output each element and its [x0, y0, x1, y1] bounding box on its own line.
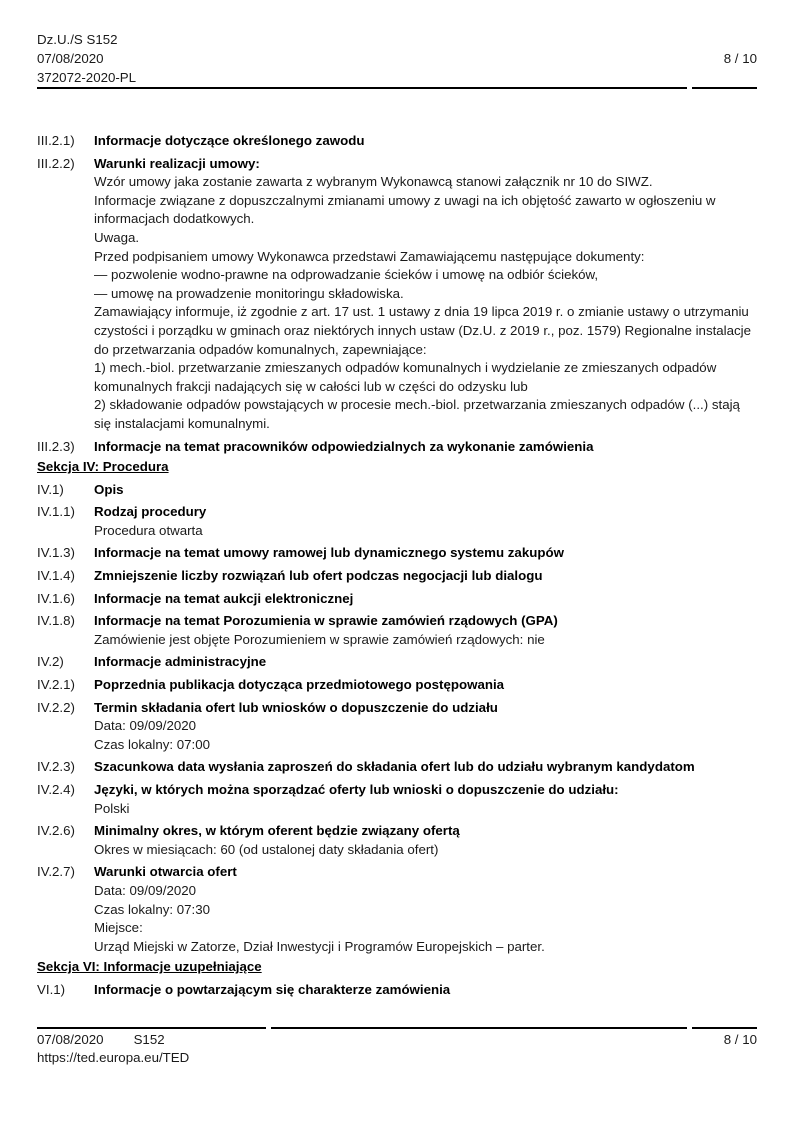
item-heading: Informacje na temat Porozumienia w sprawie zamówień rządowych (GPA) — [94, 613, 558, 629]
notice-item — [37, 699, 757, 755]
item-text-line: Czas lokalny: 07:30 — [94, 901, 211, 917]
header-row-3 — [37, 68, 757, 87]
header-page-indicator: 8 / 10 — [723, 51, 757, 66]
item-content — [94, 758, 757, 777]
document-body — [37, 128, 757, 1000]
notice-item — [37, 863, 757, 956]
item-text-line: Procedura otwarta — [94, 522, 203, 538]
item-heading: Termin składania ofert lub wniosków o dopuszczenie do udziału — [94, 699, 498, 715]
item-number: IV.1.1) — [37, 504, 75, 520]
item-number: IV.2.1) — [37, 677, 75, 693]
item-number: IV.1.3) — [37, 545, 75, 561]
notice-item — [37, 612, 757, 649]
item-text-line: Uwaga. — [94, 229, 140, 245]
notice-item — [37, 155, 757, 434]
item-number: IV.1.8) — [37, 613, 75, 629]
notice-item — [37, 503, 757, 540]
item-content — [94, 612, 757, 649]
item-text-line: Wzór umowy jaka zostanie zawarta z wybranym Wykonawcą stanowi załącznik nr 10 do SIWZ. — [94, 174, 653, 190]
header-row-2 — [37, 49, 757, 68]
item-text-line: Polski — [94, 800, 130, 816]
item-heading: Rodzaj procedury — [94, 504, 207, 520]
notice-item — [37, 438, 757, 457]
item-heading: Informacje dotyczące określonego zawodu — [94, 133, 365, 148]
item-content — [94, 567, 757, 586]
item-heading: Informacje administracyjne — [94, 654, 267, 670]
item-text-line: — umowę na prowadzenie monitoringu składowiska. — [94, 285, 404, 301]
item-text-line: 1) mech.-biol. przetwarzanie zmieszanych odpadów komunalnych i wydzielanie ze zmieszanych odpadów komunalnych frakcji nadających się w całości lub w części do odzysku lub — [94, 360, 717, 394]
item-number: IV.1.6) — [37, 590, 75, 606]
footer-divider-line — [37, 1027, 757, 1029]
notice-item — [37, 544, 757, 563]
item-heading: Informacje na temat aukcji elektronicznej — [94, 590, 354, 606]
item-text-line: 2) składowanie odpadów powstających w procesie mech.-biol. przetwarzania zmieszanych odpadów (...) stają się instalacjami komunalnymi. — [94, 397, 740, 431]
item-content — [94, 781, 757, 818]
header-date: 07/08/2020 — [37, 51, 104, 66]
item-heading: Warunki otwarcia ofert — [94, 864, 237, 880]
item-text-line: Przed podpisaniem umowy Wykonawca przedstawi Zamawiającemu następujące dokumenty: — [94, 248, 645, 264]
item-number: IV.2) — [37, 654, 64, 670]
item-content — [94, 132, 757, 151]
item-content — [94, 544, 757, 563]
header-doc-number: Dz.U./S S152 — [37, 32, 118, 47]
item-text-line: Data: 09/09/2020 — [94, 882, 197, 898]
notice-item — [37, 590, 757, 609]
item-text-line: Zamawiający informuje, iż zgodnie z art. 17 ust. 1 ustawy z dnia 19 lipca 2019 r. o zmianie ustawy o utrzymaniu czystości i porządku w gminach oraz niektórych innych ustaw (Dz.U. z 2019 r., poz. 1579) Regionalne instalacje do przetwarzania odpadów komunalnych, zapewniające: — [94, 304, 752, 357]
notice-item — [37, 653, 757, 672]
item-heading: Minimalny okres, w którym oferent będzie związany ofertą — [94, 823, 460, 839]
item-number: IV.2.3) — [37, 759, 75, 775]
section-heading: Sekcja VI: Informacje uzupełniające — [37, 959, 262, 975]
item-content — [94, 438, 757, 457]
item-content — [94, 863, 757, 956]
item-content — [94, 503, 757, 540]
item-text-line: Urząd Miejski w Zatorze, Dział Inwestycji i Programów Europejskich – parter. — [94, 938, 545, 954]
footer-row-2 — [37, 1049, 757, 1067]
notice-item — [37, 676, 757, 695]
item-text-line: Informacje związane z dopuszczalnymi zmianami umowy z uwagi na ich objętość zawarto w ogłoszeniu w informacjach dodatkowych. — [94, 192, 716, 227]
ted-url-link[interactable]: https://ted.europa.eu/TED — [37, 1050, 190, 1065]
item-content — [94, 699, 757, 755]
item-heading: Szacunkowa data wysłania zaproszeń do składania ofert lub do udziału wybranym kandydatom — [94, 759, 695, 775]
item-text-line: Czas lokalny: 07:00 — [94, 736, 211, 752]
item-number: IV.2.6) — [37, 823, 75, 839]
section-heading: Sekcja IV: Procedura — [37, 459, 169, 475]
notice-item — [37, 981, 757, 1000]
item-content — [94, 981, 757, 1000]
item-heading: Języki, w których można sporządzać oferty lub wnioski o dopuszczenie do udziału: — [94, 782, 619, 797]
header-divider-line — [37, 87, 757, 89]
header-notice-id: 372072-2020-PL — [37, 70, 137, 85]
footer-page-indicator: 8 / 10 — [723, 1032, 757, 1047]
item-content — [94, 676, 757, 695]
item-number: IV.1) — [37, 481, 64, 497]
notice-item — [37, 781, 757, 818]
item-text-line: Miejsce: — [94, 920, 143, 936]
item-heading: Warunki realizacji umowy: — [94, 155, 260, 171]
item-heading: Zmniejszenie liczby rozwiązań lub ofert podczas negocjacji lub dialogu — [94, 568, 543, 584]
item-number: VI.1) — [37, 981, 66, 997]
notice-item — [37, 481, 757, 500]
item-heading: Opis — [94, 481, 124, 497]
notice-item — [37, 758, 757, 777]
item-text-line: Data: 09/09/2020 — [94, 718, 197, 734]
item-number: III.2.3) — [37, 438, 75, 454]
item-heading: Informacje o powtarzającym się charakterze zamówienia — [94, 981, 451, 997]
item-number: IV.2.2) — [37, 699, 75, 715]
footer-series: S152 — [133, 1032, 165, 1047]
item-content — [94, 822, 757, 859]
item-heading: Informacje na temat pracowników odpowiedzialnych za wykonanie zamówienia — [94, 438, 594, 454]
footer-date: 07/08/2020 — [37, 1032, 104, 1047]
item-number: IV.2.7) — [37, 864, 75, 880]
item-text-line: Zamówienie jest objęte Porozumieniem w sprawie zamówień rządowych: nie — [94, 631, 545, 647]
page-footer — [37, 1031, 757, 1067]
item-content — [94, 590, 757, 609]
item-number: III.2.2) — [37, 155, 75, 171]
item-content — [94, 653, 757, 672]
item-number: III.2.1) — [37, 133, 75, 148]
page-header — [37, 30, 757, 87]
item-text-line: — pozwolenie wodno-prawne na odprowadzanie ścieków i umowę na odbiór ścieków, — [94, 267, 599, 283]
item-content — [94, 155, 757, 434]
notice-item — [37, 132, 757, 151]
item-text-line: Okres w miesiącach: 60 (od ustalonej daty składania ofert) — [94, 841, 439, 857]
notice-item — [37, 567, 757, 586]
header-row-1 — [37, 30, 757, 49]
item-heading: Poprzednia publikacja dotycząca przedmiotowego postępowania — [94, 677, 505, 693]
item-number: IV.2.4) — [37, 782, 75, 797]
item-content — [94, 481, 757, 500]
item-heading: Informacje na temat umowy ramowej lub dynamicznego systemu zakupów — [94, 545, 564, 561]
notice-item — [37, 822, 757, 859]
footer-row-1 — [37, 1031, 757, 1049]
item-number: IV.1.4) — [37, 568, 75, 584]
